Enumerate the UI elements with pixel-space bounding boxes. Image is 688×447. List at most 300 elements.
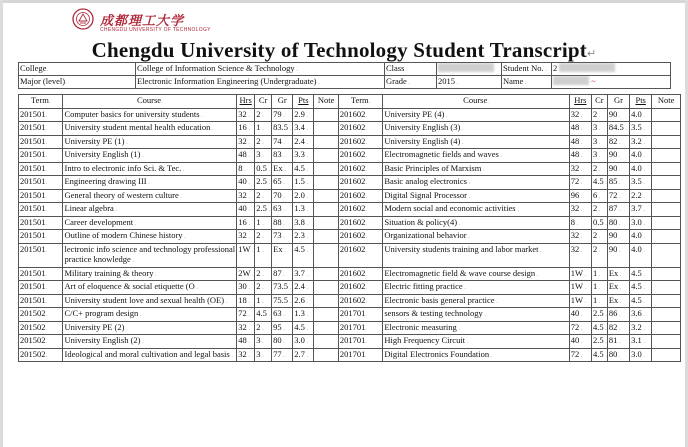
cell-note-left bbox=[314, 203, 338, 217]
cell-hrs-right: 32 . bbox=[569, 203, 591, 217]
cell-hrs-left: 16 . bbox=[237, 216, 255, 230]
table-row bbox=[19, 281, 681, 295]
header-note-right: Note bbox=[652, 95, 681, 109]
cell-gr-right: 81 . bbox=[607, 335, 629, 349]
cell-gr-left: 79 . bbox=[272, 108, 293, 122]
cell-cr-left: 1 . bbox=[255, 294, 272, 308]
cell-gr-left: 83.5 . bbox=[272, 122, 293, 136]
table-row bbox=[19, 294, 681, 308]
cell-cr-right: 2 . bbox=[591, 108, 607, 122]
cell-term-right: 201602. bbox=[338, 149, 382, 163]
class-value bbox=[437, 63, 502, 76]
cell-term-left: 201502. bbox=[19, 321, 63, 335]
cell-course-left: Engineering drawing III . bbox=[63, 176, 237, 190]
cell-hrs-left: 32 . bbox=[237, 321, 255, 335]
cell-term-right: 201602. bbox=[338, 230, 382, 244]
cell-cr-left: 2 . bbox=[255, 267, 272, 281]
header-gr-left: Gr bbox=[272, 95, 293, 109]
cell-cr-right: 4.5 . bbox=[591, 321, 607, 335]
cell-pts-left: 4.5 . bbox=[293, 243, 314, 267]
cell-course-left: University PE (1) . bbox=[63, 135, 237, 149]
cell-note-right bbox=[652, 230, 681, 244]
cell-gr-left: 95 . bbox=[272, 321, 293, 335]
cell-note-left bbox=[314, 281, 338, 295]
cell-pts-left: 3.8 . bbox=[293, 216, 314, 230]
cell-gr-right: 82 . bbox=[607, 135, 629, 149]
info-row-major bbox=[19, 76, 671, 89]
cell-note-right bbox=[652, 108, 681, 122]
cell-pts-right: 4.0 . bbox=[630, 162, 652, 176]
cell-cr-left: 2 . bbox=[255, 108, 272, 122]
cell-course-right: Electromagnetic field & wave course design . bbox=[383, 267, 569, 281]
cell-term-right: 201701. bbox=[338, 321, 382, 335]
grade-label: Grade . bbox=[385, 76, 437, 89]
cell-hrs-right: 40 . bbox=[569, 308, 591, 322]
header-cr-left: Cr bbox=[255, 95, 272, 109]
cell-gr-left: 83 . bbox=[272, 149, 293, 163]
cell-gr-right: 90 . bbox=[607, 149, 629, 163]
cell-cr-right: 1 . bbox=[591, 267, 607, 281]
cell-hrs-right: 72 . bbox=[569, 176, 591, 190]
cell-note-left bbox=[314, 348, 338, 362]
cell-pts-left: 3.4 . bbox=[293, 122, 314, 136]
cell-term-left: 201501. bbox=[19, 122, 63, 136]
cell-note-right bbox=[652, 348, 681, 362]
cell-pts-right: 3.1 . bbox=[630, 335, 652, 349]
title-text: Chengdu University of Technology Student Transcript bbox=[91, 38, 587, 62]
cell-course-right: Digital Electronics Foundation . bbox=[383, 348, 569, 362]
cell-term-right: 201701. bbox=[338, 308, 382, 322]
table-row bbox=[19, 348, 681, 362]
cell-note-left bbox=[314, 135, 338, 149]
cell-hrs-right: 32 . bbox=[569, 108, 591, 122]
table-row bbox=[19, 135, 681, 149]
cell-pts-left: 2.4 . bbox=[293, 281, 314, 295]
cell-pts-right: 4.0 . bbox=[630, 230, 652, 244]
cell-note-right bbox=[652, 162, 681, 176]
cell-hrs-right: 72 . bbox=[569, 321, 591, 335]
table-row bbox=[19, 243, 681, 267]
page-title bbox=[0, 38, 688, 63]
table-row bbox=[19, 149, 681, 163]
cell-term-left: 201501. bbox=[19, 149, 63, 163]
header-note-left: Note bbox=[314, 95, 338, 109]
cell-term-left: 201502. bbox=[19, 308, 63, 322]
cell-gr-right: 90 . bbox=[607, 230, 629, 244]
cell-note-right bbox=[652, 135, 681, 149]
cell-gr-right: 90 . bbox=[607, 108, 629, 122]
cell-course-right: High Frequency Circuit . bbox=[383, 335, 569, 349]
cell-hrs-left: 18 . bbox=[237, 294, 255, 308]
cell-course-right: Electronic measuring . bbox=[383, 321, 569, 335]
table-row bbox=[19, 335, 681, 349]
table-row bbox=[19, 308, 681, 322]
cell-pts-left: 4.5 . bbox=[293, 321, 314, 335]
cell-cr-right: 4.5 . bbox=[591, 176, 607, 190]
cell-pts-right: 3.5 . bbox=[630, 122, 652, 136]
cell-pts-right: 3.6 . bbox=[630, 308, 652, 322]
cell-gr-right: 80 . bbox=[607, 216, 629, 230]
name-label: Name . bbox=[502, 76, 552, 89]
cell-note-left bbox=[314, 162, 338, 176]
cell-hrs-left: 32 . bbox=[237, 230, 255, 244]
cell-cr-left: 0.5 . bbox=[255, 162, 272, 176]
major-label: Major (level). bbox=[19, 76, 136, 89]
cell-hrs-right: 8 . bbox=[569, 216, 591, 230]
cell-pts-left: 1.5 . bbox=[293, 176, 314, 190]
cell-hrs-right: 32 . bbox=[569, 243, 591, 267]
cell-course-right: Electric fitting practice . bbox=[383, 281, 569, 295]
cell-cr-left: 2 . bbox=[255, 281, 272, 295]
header-hrs-left: Hrs bbox=[237, 95, 255, 109]
header-pts-left: Pts bbox=[293, 95, 314, 109]
cell-cr-left: 1 . bbox=[255, 122, 272, 136]
redacted-class-value bbox=[438, 63, 494, 72]
cell-cr-left: 4.5 . bbox=[255, 308, 272, 322]
grades-header-row bbox=[19, 95, 681, 109]
cell-pts-left: 1.3 . bbox=[293, 203, 314, 217]
logo-name-en: CHENGDU UNIVERSITY OF TECHNOLOGY bbox=[100, 27, 211, 33]
cell-course-right: Basic analog electronics . bbox=[383, 176, 569, 190]
cell-hrs-right: 72 . bbox=[569, 348, 591, 362]
cell-term-right: 201602. bbox=[338, 122, 382, 136]
cell-term-right: 201602. bbox=[338, 294, 382, 308]
cell-hrs-left: 2W . bbox=[237, 267, 255, 281]
cell-note-right bbox=[652, 308, 681, 322]
cell-course-right: Electronic basis general practice . bbox=[383, 294, 569, 308]
cell-course-left: University English (1) . bbox=[63, 149, 237, 163]
cell-hrs-right: 1W . bbox=[569, 267, 591, 281]
cell-note-left bbox=[314, 243, 338, 267]
cell-course-left: Intro to electronic info Sci. & Tec. . bbox=[63, 162, 237, 176]
cell-cr-left: 3 . bbox=[255, 335, 272, 349]
cell-cr-right: 1 . bbox=[591, 281, 607, 295]
university-logo bbox=[72, 8, 211, 38]
cell-hrs-right: 96 . bbox=[569, 189, 591, 203]
cell-pts-right: 4.0 . bbox=[630, 243, 652, 267]
cell-course-left: lectronic info science and technology professional practice knowledge . bbox=[63, 243, 237, 267]
cell-gr-right: 80 . bbox=[607, 348, 629, 362]
cell-note-right bbox=[652, 216, 681, 230]
cell-pts-right: 4.0 . bbox=[630, 149, 652, 163]
cell-note-left bbox=[314, 216, 338, 230]
header-hrs-right: Hrs bbox=[569, 95, 591, 109]
cell-hrs-left: 48 . bbox=[237, 335, 255, 349]
cell-cr-right: 3 . bbox=[591, 135, 607, 149]
table-row bbox=[19, 108, 681, 122]
major-value: Electronic Information Engineering (Undergraduate) . bbox=[136, 76, 385, 89]
cell-pts-left: 3.3 . bbox=[293, 149, 314, 163]
cell-gr-left: 80 . bbox=[272, 335, 293, 349]
logo-name-cn: 成都理工大学 bbox=[100, 14, 185, 29]
cell-cr-right: 2 . bbox=[591, 162, 607, 176]
cell-note-right bbox=[652, 203, 681, 217]
cell-course-left: Outline of modern Chinese history . bbox=[63, 230, 237, 244]
cell-hrs-left: 32 . bbox=[237, 108, 255, 122]
cell-hrs-left: 48 . bbox=[237, 149, 255, 163]
cell-pts-left: 2.4 . bbox=[293, 135, 314, 149]
cell-cr-right: 2.5 . bbox=[591, 308, 607, 322]
cell-term-left: 201501. bbox=[19, 281, 63, 295]
cell-cr-left: 3 . bbox=[255, 348, 272, 362]
cell-note-left bbox=[314, 149, 338, 163]
cell-course-left: General theory of western culture . bbox=[63, 189, 237, 203]
paragraph-mark-icon: ↵ bbox=[587, 48, 597, 60]
cell-term-right: 201602. bbox=[338, 176, 382, 190]
table-row bbox=[19, 267, 681, 281]
cell-term-left: 201501. bbox=[19, 230, 63, 244]
cell-gr-left: Ex . bbox=[272, 162, 293, 176]
cell-note-right bbox=[652, 294, 681, 308]
cell-hrs-left: 8 . bbox=[237, 162, 255, 176]
cell-course-right: University English (4) . bbox=[383, 135, 569, 149]
table-row bbox=[19, 203, 681, 217]
cell-note-left bbox=[314, 108, 338, 122]
cell-cr-right: 6 . bbox=[591, 189, 607, 203]
cell-note-left bbox=[314, 189, 338, 203]
cell-gr-right: Ex . bbox=[607, 281, 629, 295]
cell-hrs-right: 40 . bbox=[569, 335, 591, 349]
cell-course-right: Modern social and economic activities . bbox=[383, 203, 569, 217]
college-label: College. bbox=[19, 63, 136, 76]
cell-pts-right: 4.5 . bbox=[630, 294, 652, 308]
grades-body bbox=[19, 108, 681, 362]
table-row bbox=[19, 321, 681, 335]
cell-hrs-left: 30 . bbox=[237, 281, 255, 295]
student-no-label: Student No. . bbox=[502, 63, 552, 76]
cell-course-left: Art of eloquence & social etiquette (O . bbox=[63, 281, 237, 295]
cell-term-left: 201501. bbox=[19, 216, 63, 230]
cell-term-right: 201602. bbox=[338, 135, 382, 149]
cell-note-left bbox=[314, 308, 338, 322]
cell-course-right: Digital Signal Processor . bbox=[383, 189, 569, 203]
cell-pts-left: 3.0 . bbox=[293, 335, 314, 349]
cell-course-right: Electromagnetic fields and waves . bbox=[383, 149, 569, 163]
header-term-right: Term. bbox=[338, 95, 382, 109]
cell-pts-right: 4.0 . bbox=[630, 108, 652, 122]
cell-term-left: 201502. bbox=[19, 348, 63, 362]
cell-pts-right: 3.7 . bbox=[630, 203, 652, 217]
cell-pts-right: 3.0 . bbox=[630, 348, 652, 362]
header-pts-right: Pts bbox=[630, 95, 652, 109]
cell-cr-right: 3 . bbox=[591, 149, 607, 163]
redacted-student-no bbox=[559, 63, 615, 72]
cell-pts-right: 3.5 . bbox=[630, 176, 652, 190]
cell-cr-left: 2 . bbox=[255, 189, 272, 203]
cell-hrs-left: 32 . bbox=[237, 348, 255, 362]
cell-note-right bbox=[652, 176, 681, 190]
cell-course-right: Basic Principles of Marxism . bbox=[383, 162, 569, 176]
table-row bbox=[19, 230, 681, 244]
cell-term-right: 201701. bbox=[338, 348, 382, 362]
header-course-left: Course. bbox=[63, 95, 237, 109]
cell-term-left: 201501. bbox=[19, 189, 63, 203]
cell-course-left: University student mental health education . bbox=[63, 122, 237, 136]
table-row bbox=[19, 176, 681, 190]
cell-cr-right: 2 . bbox=[591, 203, 607, 217]
cell-term-left: 201501. bbox=[19, 108, 63, 122]
cell-hrs-right: 48 . bbox=[569, 149, 591, 163]
cell-cr-left: 2 . bbox=[255, 135, 272, 149]
cell-gr-left: 73 . bbox=[272, 230, 293, 244]
cell-hrs-left: 72 . bbox=[237, 308, 255, 322]
cell-cr-left: 3 . bbox=[255, 149, 272, 163]
cell-note-right bbox=[652, 149, 681, 163]
cell-course-left: University student love and sexual health (OE) . bbox=[63, 294, 237, 308]
grade-value: 2015 . bbox=[437, 76, 502, 89]
cell-gr-left: 63 . bbox=[272, 203, 293, 217]
cell-term-right: 201602. bbox=[338, 281, 382, 295]
cell-term-right: 201602. bbox=[338, 203, 382, 217]
grades-table bbox=[18, 94, 681, 362]
cell-term-left: 201502. bbox=[19, 335, 63, 349]
cell-note-left bbox=[314, 230, 338, 244]
cell-cr-left: 1 . bbox=[255, 243, 272, 267]
cell-gr-left: 65 . bbox=[272, 176, 293, 190]
cell-gr-right: Ex . bbox=[607, 267, 629, 281]
cell-gr-right: 86 . bbox=[607, 308, 629, 322]
cell-hrs-left: 40 . bbox=[237, 203, 255, 217]
info-row-college bbox=[19, 63, 671, 76]
cell-pts-right: 3.2 . bbox=[630, 135, 652, 149]
cell-note-right bbox=[652, 122, 681, 136]
cell-note-right bbox=[652, 335, 681, 349]
cell-gr-right: 82 . bbox=[607, 321, 629, 335]
cell-cr-right: 2 . bbox=[591, 230, 607, 244]
cell-pts-left: 2.9 . bbox=[293, 108, 314, 122]
cell-term-right: 201701. bbox=[338, 335, 382, 349]
cell-cr-left: 2.5 . bbox=[255, 176, 272, 190]
cell-pts-right: 3.0 . bbox=[630, 216, 652, 230]
cell-term-right: 201602. bbox=[338, 189, 382, 203]
college-value: College of Information Science & Technology . bbox=[136, 63, 385, 76]
cell-pts-left: 2.6 . bbox=[293, 294, 314, 308]
cell-course-left: C/C+ program design . bbox=[63, 308, 237, 322]
cell-note-left bbox=[314, 294, 338, 308]
cell-term-right: 201602. bbox=[338, 243, 382, 267]
cell-pts-left: 1.3 . bbox=[293, 308, 314, 322]
cell-term-left: 201501. bbox=[19, 243, 63, 267]
cell-gr-right: 87 . bbox=[607, 203, 629, 217]
cell-cr-left: 2 . bbox=[255, 321, 272, 335]
cell-course-right: Situation & policy(4) . bbox=[383, 216, 569, 230]
cell-term-right: 201602. bbox=[338, 162, 382, 176]
red-ink-mark: ~ bbox=[591, 76, 596, 86]
cell-course-left: University PE (2) . bbox=[63, 321, 237, 335]
window-left-edge bbox=[0, 0, 3, 447]
cell-term-left: 201501. bbox=[19, 203, 63, 217]
cell-cr-right: 0.5 . bbox=[591, 216, 607, 230]
cell-cr-left: 2 . bbox=[255, 230, 272, 244]
cell-note-right bbox=[652, 321, 681, 335]
header-gr-right: Gr bbox=[607, 95, 629, 109]
cell-course-left: Linear algebra . bbox=[63, 203, 237, 217]
cell-course-left: University English (2) . bbox=[63, 335, 237, 349]
cell-gr-right: 90 . bbox=[607, 243, 629, 267]
cell-pts-right: 4.5 . bbox=[630, 267, 652, 281]
cell-hrs-left: 32 . bbox=[237, 135, 255, 149]
cell-gr-left: 70 . bbox=[272, 189, 293, 203]
cell-course-right: University English (3) . bbox=[383, 122, 569, 136]
cell-course-right: University PE (4) . bbox=[383, 108, 569, 122]
cell-course-right: University students training and labor market . bbox=[383, 243, 569, 267]
cell-cr-right: 3 . bbox=[591, 122, 607, 136]
cell-term-left: 201501. bbox=[19, 294, 63, 308]
cell-pts-right: 2.2 . bbox=[630, 189, 652, 203]
cell-hrs-right: 1W . bbox=[569, 294, 591, 308]
cell-term-right: 201602. bbox=[338, 267, 382, 281]
cell-cr-left: 1 . bbox=[255, 216, 272, 230]
cell-pts-left: 2.0 . bbox=[293, 189, 314, 203]
cell-term-left: 201501. bbox=[19, 267, 63, 281]
table-row bbox=[19, 122, 681, 136]
cell-gr-right: 85 . bbox=[607, 176, 629, 190]
cell-pts-left: 2.3 . bbox=[293, 230, 314, 244]
cell-pts-right: 3.2 . bbox=[630, 321, 652, 335]
cell-pts-right: 4.5 . bbox=[630, 281, 652, 295]
cell-hrs-left: 16 . bbox=[237, 122, 255, 136]
cell-hrs-left: 32 . bbox=[237, 189, 255, 203]
cell-hrs-right: 48 . bbox=[569, 135, 591, 149]
cell-gr-left: 73.5 . bbox=[272, 281, 293, 295]
cell-course-left: Ideological and moral cultivation and legal basis . bbox=[63, 348, 237, 362]
university-seal-icon bbox=[72, 8, 94, 30]
cell-gr-left: 88 . bbox=[272, 216, 293, 230]
cell-term-left: 201501. bbox=[19, 176, 63, 190]
cell-course-left: Military training & theory . bbox=[63, 267, 237, 281]
cell-gr-left: 75.5 . bbox=[272, 294, 293, 308]
cell-pts-left: 4.5 . bbox=[293, 162, 314, 176]
cell-note-right bbox=[652, 189, 681, 203]
cell-cr-right: 1 . bbox=[591, 294, 607, 308]
cell-note-left bbox=[314, 321, 338, 335]
cell-course-left: Computer basics for university students . bbox=[63, 108, 237, 122]
cell-course-right: sensors & testing technology . bbox=[383, 308, 569, 322]
header-term-left: Term. bbox=[19, 95, 63, 109]
student-info-table bbox=[18, 62, 671, 89]
cell-cr-right: 2.5 . bbox=[591, 335, 607, 349]
header-cr-right: Cr bbox=[591, 95, 607, 109]
cell-gr-left: 74 . bbox=[272, 135, 293, 149]
window-top-edge bbox=[0, 0, 688, 3]
table-row bbox=[19, 162, 681, 176]
cell-term-right: 201602. bbox=[338, 108, 382, 122]
redacted-name bbox=[553, 76, 589, 85]
cell-gr-right: 90 . bbox=[607, 162, 629, 176]
class-label: Class . bbox=[385, 63, 437, 76]
cell-note-left bbox=[314, 267, 338, 281]
cell-cr-right: 2 . bbox=[591, 243, 607, 267]
cell-note-right bbox=[652, 281, 681, 295]
cell-hrs-right: 1W . bbox=[569, 281, 591, 295]
cell-hrs-right: 32 . bbox=[569, 162, 591, 176]
cell-pts-left: 3.7 . bbox=[293, 267, 314, 281]
cell-note-left bbox=[314, 176, 338, 190]
cell-term-left: 201501. bbox=[19, 162, 63, 176]
cell-term-right: 201602. bbox=[338, 216, 382, 230]
cell-hrs-left: 1W . bbox=[237, 243, 255, 267]
cell-term-left: 201501. bbox=[19, 135, 63, 149]
cell-note-right bbox=[652, 267, 681, 281]
cell-hrs-left: 40 . bbox=[237, 176, 255, 190]
cell-gr-left: 63 . bbox=[272, 308, 293, 322]
cell-gr-left: 87 . bbox=[272, 267, 293, 281]
header-course-right: Course. bbox=[383, 95, 569, 109]
cell-note-right bbox=[652, 243, 681, 267]
cell-cr-right: 4.5 . bbox=[591, 348, 607, 362]
cell-hrs-right: 32 . bbox=[569, 230, 591, 244]
cell-gr-right: Ex . bbox=[607, 294, 629, 308]
